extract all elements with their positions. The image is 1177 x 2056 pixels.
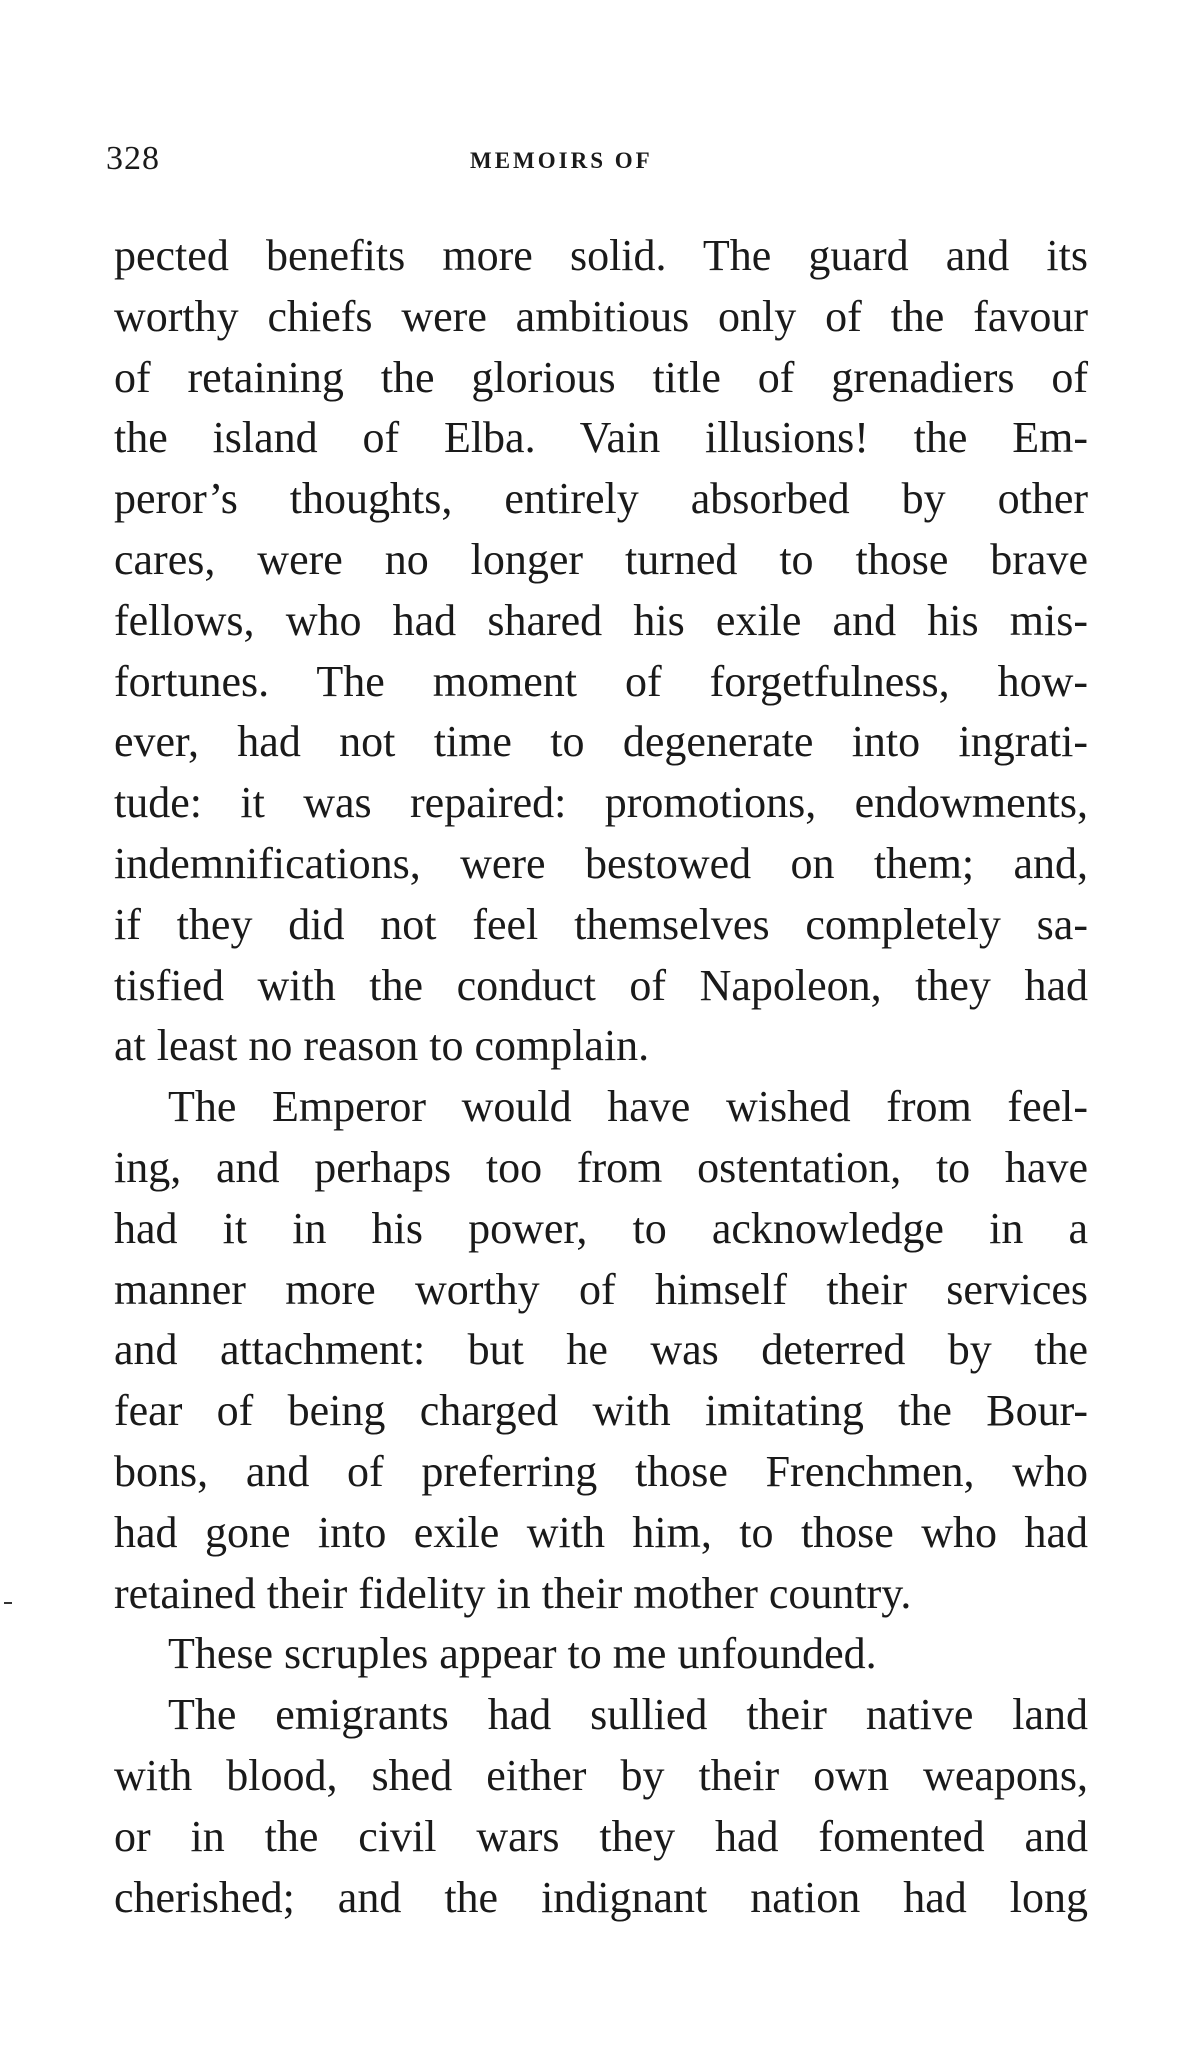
text-line: These scruples appear to me unfounded. <box>168 1629 877 1679</box>
running-head: MEMOIRS OF <box>470 148 653 173</box>
body-text <box>114 226 1088 1928</box>
text-line: tude: it was repaired: promotions, endowments, <box>114 778 1088 828</box>
text-line: and attachment: but he was deterred by the <box>114 1325 1088 1375</box>
text-line: retained their fidelity in their mother country. <box>114 1568 912 1618</box>
text-line: at least no reason to complain. <box>114 1021 650 1071</box>
text-line: pected benefits more solid. The guard and its <box>114 231 1088 280</box>
margin-mark <box>4 1602 12 1604</box>
text-line: cares, were no longer turned to those brave <box>114 534 1088 584</box>
text-line: The emigrants had sullied their native land <box>168 1690 1088 1740</box>
text-line: indemnifications, were bestowed on them; and, <box>114 838 1088 888</box>
text-line: peror’s thoughts, entirely absorbed by other <box>114 474 1088 524</box>
text-line: fellows, who had shared his exile and his mis- <box>114 595 1088 645</box>
text-line: fear of being charged with imitating the Bour- <box>114 1386 1088 1436</box>
text-line: The Emperor would have wished from feel- <box>168 1082 1088 1132</box>
text-line: with blood, shed either by their own weapons, <box>114 1750 1088 1800</box>
text-line: tisfied with the conduct of Napoleon, they had <box>114 960 1088 1010</box>
text-line: manner more worthy of himself their services <box>114 1264 1088 1314</box>
text-line: ever, had not time to degenerate into ingrati- <box>114 717 1088 767</box>
text-line: cherished; and the indignant nation had long <box>114 1872 1088 1922</box>
text-line: or in the civil wars they had fomented and <box>114 1811 1088 1861</box>
text-line: worthy chiefs were ambitious only of the favour <box>114 291 1088 341</box>
text-line: of retaining the glorious title of grenadiers of <box>114 352 1088 402</box>
text-line: had it in his power, to acknowledge in a <box>114 1203 1088 1253</box>
page-number: 328 <box>106 140 160 177</box>
text-line: bons, and of preferring those Frenchmen, who <box>114 1446 1088 1496</box>
text-line: the island of Elba. Vain illusions! the Em- <box>114 413 1088 463</box>
text-line: ing, and perhaps too from ostentation, to have <box>114 1142 1088 1192</box>
text-line: had gone into exile with him, to those who had <box>114 1507 1088 1557</box>
text-line: if they did not feel themselves completely sa- <box>114 899 1088 949</box>
text-line: fortunes. The moment of forgetfulness, how- <box>114 656 1088 706</box>
